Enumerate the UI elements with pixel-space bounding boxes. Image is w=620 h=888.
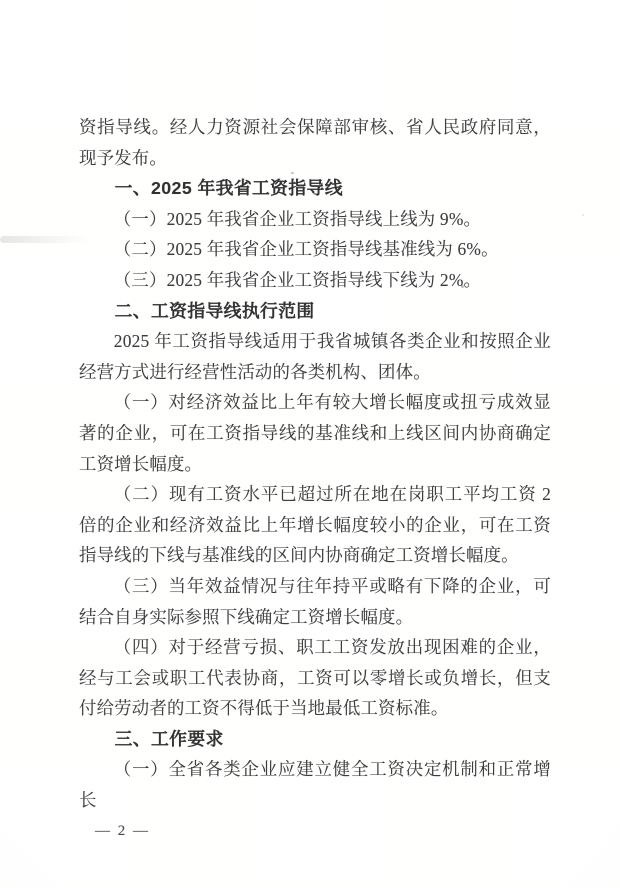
paragraph-scope: 2025 年工资指导线适用于我省城镇各类企业和按照企业经营方式进行经营性活动的各类机构、团体。 [79,331,551,382]
guideline-item-upper-line: （一）2025 年我省企业工资指导线上线为 9%。 [113,208,482,229]
page-number: — 2 — [95,822,150,839]
paragraph-intro-continued: 资指导线。经人力资源社会保障部审核、省人民政府同意，现予发布。 [79,117,551,168]
guideline-item-baseline: （二）2025 年我省企业工资指导线基准线为 6%。 [113,239,499,260]
scan-smudge [0,236,88,243]
section-heading-3: 三、工作要求 [114,728,224,749]
guideline-item-lower-line: （三）2025 年我省企业工资指导线下线为 2%。 [113,269,482,290]
section-heading-1: 一、2025 年我省工资指导线 [114,178,343,199]
document-page [79,0,551,846]
paragraph-scope-item-3: （三）当年效益情况与往年持平或略有下降的企业，可结合自身实际参照下线确定工资增长幅度。 [79,575,551,627]
paragraph-scope-item-1: （一）对经济效益比上年有较大增长幅度或扭亏成效显著的企业，可在工资指导线的基准线和上线区间内协商确定工资增长幅度。 [79,392,551,474]
paragraph-scope-item-2: （二）现有工资水平已超过所在地在岗职工平均工资 2 倍的企业和经济效益比上年增长幅度较小的企业，可在工资指导线的下线与基准线的区间内协商确定工资增长幅度。 [79,484,551,566]
scan-speck [582,214,584,216]
section-heading-2: 二、工资指导线执行范围 [114,300,315,321]
paragraph-requirements-item-1: （一）全省各类企业应建立健全工资决定机制和正常增长 [79,759,551,811]
paragraph-scope-item-4: （四）对于经营亏损、职工工资发放出现困难的企业，经与工会或职工代表协商，工资可以零增长或负增长，但支付给劳动者的工资不得低于当地最低工资标准。 [79,637,551,719]
